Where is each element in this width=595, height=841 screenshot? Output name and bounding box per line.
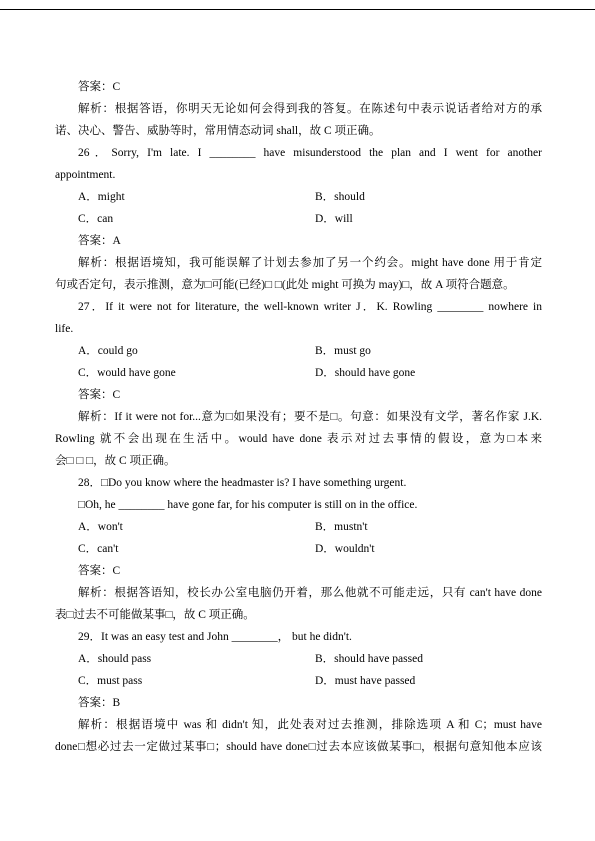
- explanation-line: 句或否定句，表示推测，意为□可能(已经)□ □(此处 might 可换为 may)□，故 A 项符合题意。: [55, 279, 515, 291]
- options-row: [55, 186, 542, 208]
- answer-line: 答案：A: [78, 235, 121, 247]
- option-c: C．can't: [78, 543, 119, 555]
- options-row: [55, 208, 542, 230]
- options-row: [55, 362, 542, 384]
- question-28-response: □Oh, he ________ have gone far, for his computer is still on in the office.: [78, 499, 418, 511]
- option-a: A．should pass: [78, 653, 152, 665]
- header-rule: [0, 9, 595, 10]
- explanation-line: 表□过去不可能做某事□，故 C 项正确。: [55, 609, 255, 621]
- answer-line: 答案：C: [78, 565, 121, 577]
- explanation-line: 解析：根据语境知，我可能误解了计划去参加了另一个约会。might have done 用于肯定: [78, 257, 542, 269]
- explanation-line: 解析：If it were not for...意为□如果没有；要不是□。句意：如果没有文学，著名作家 J.K.: [78, 411, 542, 423]
- options-row: [55, 538, 542, 560]
- option-d: D．wouldn't: [315, 543, 375, 555]
- document-body: [55, 76, 542, 758]
- option-c: C．must pass: [78, 675, 143, 687]
- option-d: D．must have passed: [315, 675, 416, 687]
- question-26: 26．Sorry, I'm late. I ________ have misunderstood the plan and I went for another: [78, 147, 542, 159]
- options-row: [55, 516, 542, 538]
- question-28: 28．□Do you know where the headmaster is? I have something urgent.: [78, 477, 407, 489]
- explanation-line: 解析：根据语境中 was 和 didn't 知，此处表对过去推测，排除选项 A 和 C；must have: [78, 719, 542, 731]
- answer-line: 答案：B: [78, 697, 121, 709]
- option-b: B．mustn't: [315, 521, 368, 533]
- answer-line: 答案：C: [78, 389, 121, 401]
- question-27-continued: life.: [55, 323, 74, 335]
- option-b: B．must go: [315, 345, 371, 357]
- answer-line: 答案：C: [78, 81, 121, 93]
- option-a: A．could go: [78, 345, 138, 357]
- question-27: 27．If it were not for literature, the well-known writer J．K. Rowling ________ nowhere in: [78, 301, 542, 313]
- explanation-line: 解析：根据答语知，校长办公室电脑仍开着，那么他就不可能走远，只有 can't have done: [78, 587, 542, 599]
- option-a: A．won't: [78, 521, 123, 533]
- option-b: B．should: [315, 191, 365, 203]
- option-c: C．would have gone: [78, 367, 176, 379]
- option-d: D．should have gone: [315, 367, 416, 379]
- options-row: [55, 648, 542, 670]
- explanation-line: done□想必过去一定做过某事□；should have done□过去本应该做某事□，根据句意知他本应该: [55, 741, 542, 753]
- explanation-line: 解析：根据答语，你明天无论如何会得到我的答复。在陈述句中表示说话者给对方的承: [78, 103, 542, 115]
- option-c: C．can: [78, 213, 114, 225]
- option-d: D．will: [315, 213, 353, 225]
- explanation-line: Rowling 就不会出现在生活中。would have done 表示对过去事情的假设，意为□本来: [55, 433, 542, 445]
- option-b: B．should have passed: [315, 653, 423, 665]
- explanation-line: 诺、决心、警告、威胁等时，常用情态动词 shall，故 C 项正确。: [55, 125, 381, 137]
- options-row: [55, 670, 542, 692]
- options-row: [55, 340, 542, 362]
- explanation-line: 会□ □ □，故 C 项正确。: [55, 455, 176, 467]
- question-29: 29．It was an easy test and John ________， but he didn't.: [78, 631, 352, 643]
- option-a: A．might: [78, 191, 125, 203]
- question-26-continued: appointment.: [55, 169, 116, 181]
